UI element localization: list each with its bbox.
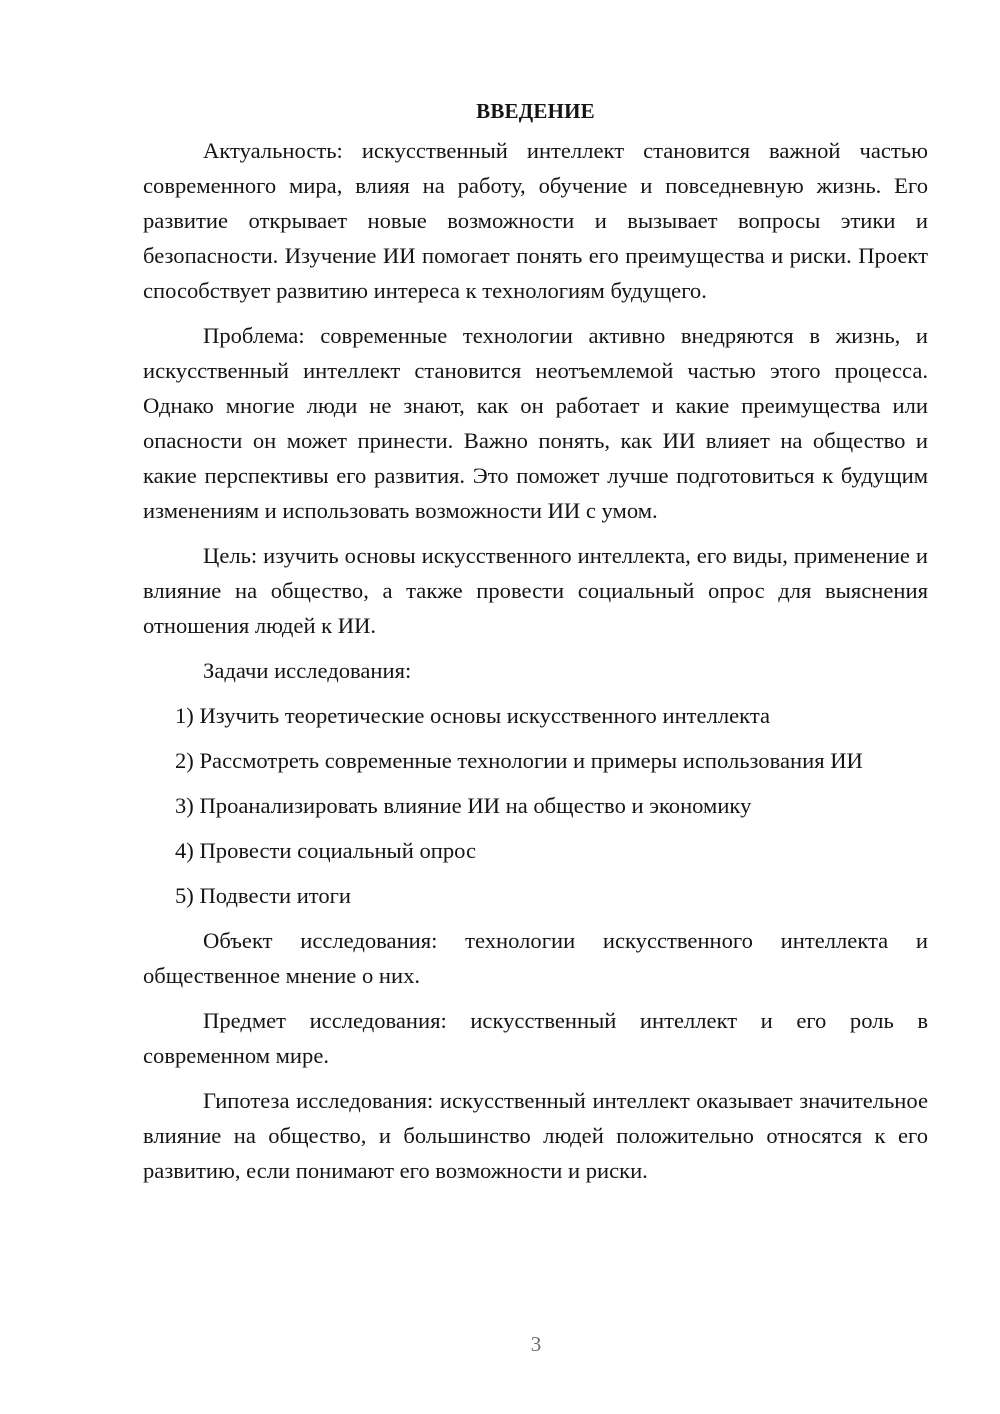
problem-paragraph: Проблема: современные технологии активно внедряются в жизнь, и искусственный интеллект становится неотъемлемой частью этого процесса. Однако многие люди не знают, как он работает и какие преимущества или опасности он может принести. Важно понять, как ИИ влияет на общество и какие перспективы его развития. Это поможет лучше подготовиться к будущим изменениям и использовать возможности ИИ с умом. bbox=[143, 323, 928, 523]
section-heading: ВВЕДЕНИЕ bbox=[476, 99, 595, 123]
task-item-1: 1) Изучить теоретические основы искусственного интеллекта bbox=[175, 703, 771, 728]
task-item-4: 4) Провести социальный опрос bbox=[175, 838, 477, 863]
object-paragraph: Объект исследования: технологии искусственного интеллекта и общественное мнение о них. bbox=[143, 928, 928, 988]
task-item-5: 5) Подвести итоги bbox=[175, 883, 352, 908]
goal-paragraph: Цель: изучить основы искусственного интеллекта, его виды, применение и влияние на общество, а также провести социальный опрос для выяснения отношения людей к ИИ. bbox=[143, 543, 928, 638]
task-item-2: 2) Рассмотреть современные технологии и примеры использования ИИ bbox=[175, 748, 863, 773]
task-item-3: 3) Проанализировать влияние ИИ на общество и экономику bbox=[175, 793, 752, 818]
subject-paragraph: Предмет исследования: искусственный интеллект и его роль в современном мире. bbox=[143, 1008, 928, 1068]
relevance-paragraph: Актуальность: искусственный интеллект становится важной частью современного мира, влияя на работу, обучение и повседневную жизнь. Его развитие открывает новые возможности и вызывает вопросы этики и безопасности. Изучение ИИ помогает понять его преимущества и риски. Проект способствует развитию интереса к технологиям будущего. bbox=[143, 138, 928, 303]
tasks-title: Задачи исследования: bbox=[203, 658, 412, 683]
hypothesis-paragraph: Гипотеза исследования: искусственный интеллект оказывает значительное влияние на общество, и большинство людей положительно относятся к его развитию, если понимают его возможности и риски. bbox=[143, 1088, 928, 1183]
page-number: 3 bbox=[530, 1332, 542, 1356]
document-body bbox=[143, 94, 928, 1198]
